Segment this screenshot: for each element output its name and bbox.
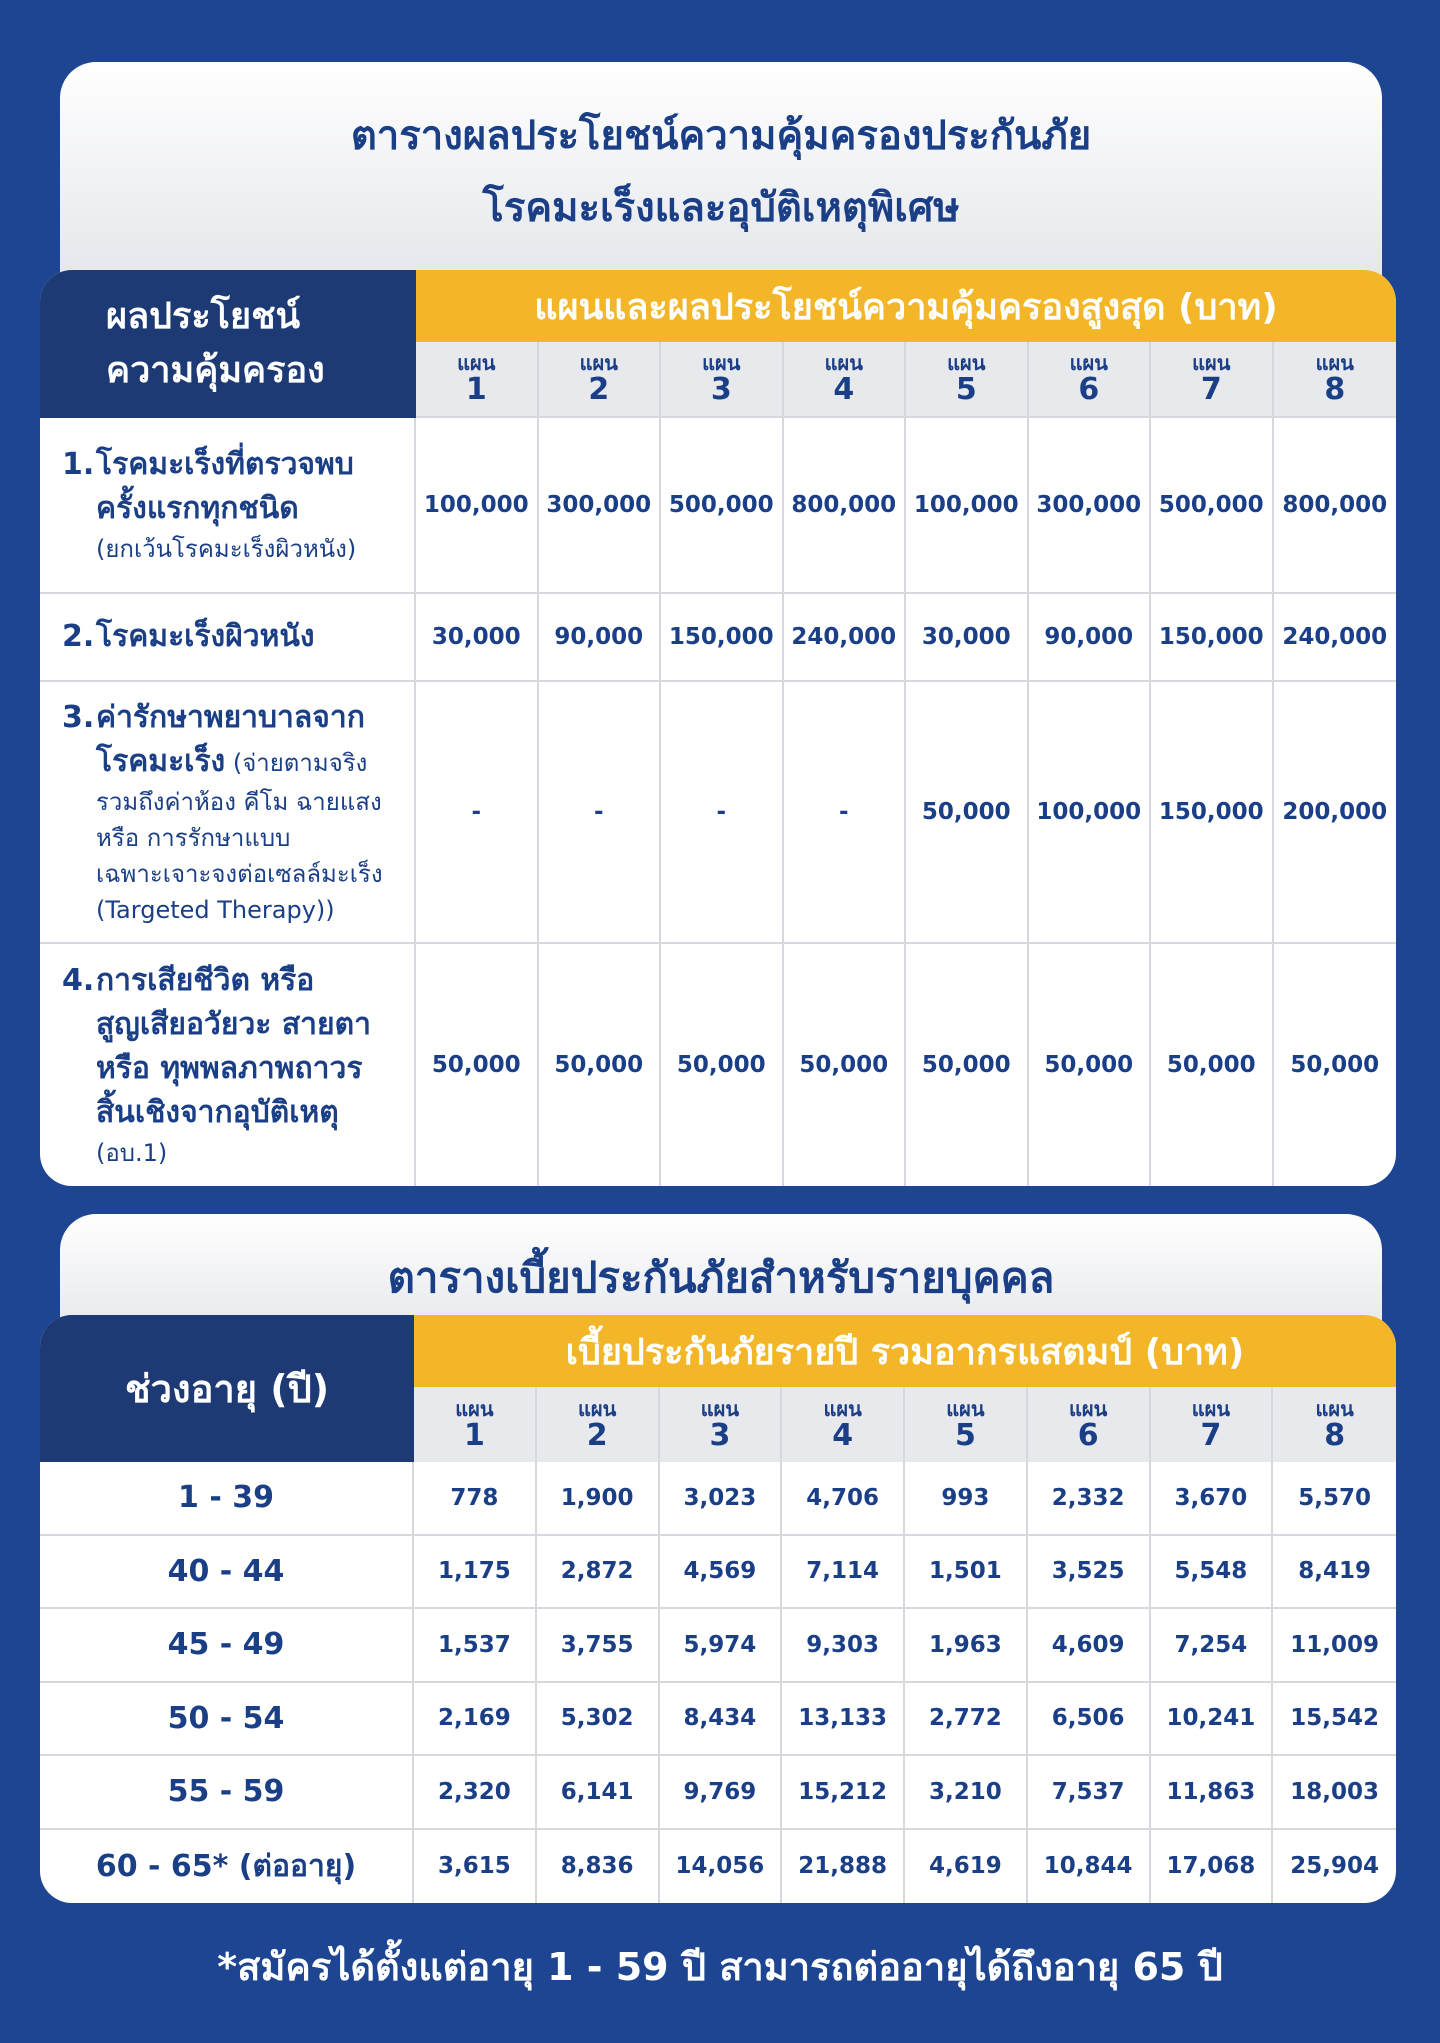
value-cell: 50,000 — [906, 682, 1029, 944]
coverage-title-line-2: โรคมะเร็งและอุบัติเหตุพิเศษ — [482, 185, 960, 231]
age-range-cell: 40 - 44 — [40, 1536, 414, 1610]
plan-header-6 — [1029, 342, 1152, 418]
premium-value-cell: 10,844 — [1028, 1830, 1151, 1904]
benefit-cell-1 — [40, 418, 416, 594]
plan-header-7 — [1151, 342, 1274, 418]
age-range-cell: 45 - 49 — [40, 1609, 414, 1683]
premium-value-cell: 18,003 — [1273, 1756, 1396, 1830]
value-cell: 100,000 — [416, 418, 539, 594]
plan-number: 8 — [1324, 372, 1346, 407]
benefit-title: โรคมะเร็งผิวหนัง — [96, 619, 315, 654]
value-cell: 300,000 — [539, 418, 662, 594]
premium-title: ตารางเบี้ยประกันภัยสำหรับรายบุคคล — [387, 1253, 1055, 1302]
plan-word: แผน — [1068, 1396, 1108, 1421]
benefit-number: 4. — [62, 963, 95, 998]
benefit-note: (อบ.1) — [96, 1139, 168, 1167]
benefit-note: (จ่ายตามจริง — [232, 749, 368, 777]
premium-value-cell: 3,615 — [414, 1830, 537, 1904]
premium-value-cell: 5,302 — [537, 1683, 660, 1757]
age-range-cell: 60 - 65* (ต่ออายุ) — [40, 1830, 414, 1904]
premium-value-cell: 6,506 — [1028, 1683, 1151, 1757]
premium-row — [40, 1830, 1396, 1904]
coverage-header-left-line-1: ผลประโยชน์ — [106, 296, 301, 337]
value-cell: 150,000 — [1151, 682, 1274, 944]
plan-word: แผน — [457, 351, 496, 375]
plan-number: 2 — [586, 1417, 608, 1453]
value-cell: 30,000 — [416, 594, 539, 682]
premium-value-cell: 7,114 — [782, 1536, 905, 1610]
premium-value-cell: 3,525 — [1028, 1536, 1151, 1610]
premium-value-cell: 11,009 — [1273, 1609, 1396, 1683]
plan-number: 1 — [465, 372, 487, 407]
premium-value-cell: 3,210 — [905, 1756, 1028, 1830]
benefit-note: เฉพาะเจาะจงต่อเซลล์มะเร็ง — [96, 860, 383, 888]
plan-word: แผน — [947, 351, 986, 375]
plan-number: 7 — [1200, 1417, 1222, 1453]
value-cell: 50,000 — [1290, 1052, 1380, 1078]
plan-number: 6 — [1077, 1417, 1099, 1453]
premium-value-cell: 8,836 — [537, 1830, 660, 1904]
value-cell: 240,000 — [784, 594, 907, 682]
benefit-note: รวมถึงค่าห้อง คีโม ฉายแสง — [96, 788, 382, 816]
value-cell: 240,000 — [1274, 594, 1397, 682]
benefit-cell-3 — [40, 682, 416, 944]
plan-header-5 — [905, 1387, 1028, 1462]
benefit-note: (Targeted Therapy)) — [96, 896, 335, 924]
coverage-table — [40, 270, 1396, 1186]
premium-value-cell: 2,332 — [1028, 1462, 1151, 1536]
premium-row — [40, 1756, 1396, 1830]
coverage-row-2 — [40, 594, 1396, 682]
premium-value-cell: 15,542 — [1273, 1683, 1396, 1757]
premium-value-cell: 9,769 — [660, 1756, 783, 1830]
plan-number: 4 — [833, 372, 855, 407]
premium-value-cell: 25,904 — [1290, 1853, 1379, 1880]
plan-header-2 — [539, 342, 662, 418]
value-cell: 50,000 — [539, 944, 662, 1186]
value-cell: 50,000 — [906, 944, 1029, 1186]
benefit-cell-4 — [40, 944, 416, 1186]
value-cell: 800,000 — [1274, 418, 1397, 594]
premium-value-cell: 13,133 — [782, 1683, 905, 1757]
value-cell: 50,000 — [784, 944, 907, 1186]
plan-header-3 — [660, 1387, 783, 1462]
value-cell: 150,000 — [661, 594, 784, 682]
value-cell: 50,000 — [661, 944, 784, 1186]
plan-word: แผน — [700, 1396, 740, 1421]
premium-row — [40, 1609, 1396, 1683]
plan-header-8 — [1274, 342, 1397, 418]
age-range-cell: 1 - 39 — [40, 1462, 414, 1536]
value-cell: - — [784, 682, 907, 944]
value-cell: 100,000 — [1029, 682, 1152, 944]
premium-value-cell: 993 — [905, 1462, 1028, 1536]
benefit-title: สิ้นเชิงจากอุบัติเหตุ — [96, 1095, 339, 1130]
premium-value-cell: 1,501 — [905, 1536, 1028, 1610]
plan-number: 1 — [463, 1417, 485, 1453]
plan-header-8 — [1273, 1387, 1396, 1462]
plan-word: แผน — [577, 1396, 617, 1421]
premium-value-cell: 3,670 — [1151, 1462, 1274, 1536]
premium-value-cell: 4,609 — [1028, 1609, 1151, 1683]
premium-value-cell: 1,537 — [414, 1609, 537, 1683]
premium-table — [40, 1315, 1396, 1903]
premium-value-cell: 10,241 — [1151, 1683, 1274, 1757]
value-cell: - — [661, 682, 784, 944]
plan-word: แผน — [455, 1396, 494, 1421]
value-cell: 50,000 — [1151, 944, 1274, 1186]
plan-number: 6 — [1078, 372, 1100, 407]
premium-value-cell: 2,872 — [537, 1536, 660, 1610]
premium-value-cell: 4,619 — [905, 1830, 1028, 1904]
coverage-header-left-line-2: ความคุ้มครอง — [106, 350, 325, 391]
value-cell: 30,000 — [906, 594, 1029, 682]
value-cell: - — [416, 682, 539, 944]
premium-value-cell: 1,175 — [414, 1536, 537, 1610]
premium-row — [40, 1462, 1396, 1536]
plan-number: 7 — [1200, 372, 1222, 407]
premium-value-cell: 3,023 — [660, 1462, 783, 1536]
benefit-title: ครั้งแรกทุกชนิด — [96, 491, 299, 526]
premium-value-cell: 8,434 — [660, 1683, 783, 1757]
plan-word: แผน — [1192, 351, 1231, 375]
coverage-header-right: แผนและผลประโยชน์ความคุ้มครองสูงสุด (บาท) — [416, 270, 1396, 342]
plan-header-5 — [906, 342, 1029, 418]
plan-header-1 — [416, 342, 539, 418]
benefit-number: 3. — [62, 700, 95, 735]
plan-word: แผน — [702, 351, 741, 375]
plan-header-7 — [1151, 1387, 1274, 1462]
premium-value-cell: 17,068 — [1151, 1830, 1274, 1904]
value-cell: - — [539, 682, 662, 944]
premium-value-cell: 5,548 — [1151, 1536, 1274, 1610]
premium-value-cell: 21,888 — [782, 1830, 905, 1904]
plan-word: แผน — [1315, 1396, 1354, 1421]
plan-word: แผน — [823, 1396, 862, 1421]
premium-value-cell: 6,141 — [537, 1756, 660, 1830]
plan-number: 4 — [832, 1417, 854, 1453]
premium-value-cell: 2,772 — [905, 1683, 1028, 1757]
coverage-row-1 — [40, 418, 1396, 594]
plan-word: แผน — [824, 351, 863, 375]
value-cell: 90,000 — [1029, 594, 1152, 682]
premium-value-cell: 2,320 — [414, 1756, 537, 1830]
value-cell: 50,000 — [1029, 944, 1152, 1186]
premium-value-cell: 2,169 — [414, 1683, 537, 1757]
premium-value-cell: 5,974 — [660, 1609, 783, 1683]
premium-value-cell: 5,570 — [1273, 1462, 1396, 1536]
coverage-row-4 — [40, 944, 1396, 1186]
premium-row — [40, 1683, 1396, 1757]
premium-value-cell: 9,303 — [782, 1609, 905, 1683]
premium-value-cell: 1,900 — [537, 1462, 660, 1536]
coverage-title-line-1: ตารางผลประโยชน์ความคุ้มครองประกันภัย — [350, 113, 1092, 159]
benefit-title: สูญเสียอวัยวะ สายตา — [96, 1007, 371, 1042]
benefit-title: การเสียชีวิต หรือ — [96, 963, 315, 998]
plan-header-2 — [537, 1387, 660, 1462]
benefit-title: โรคมะเร็ง — [96, 744, 226, 779]
benefit-title: โรคมะเร็งที่ตรวจพบ — [96, 447, 354, 482]
plan-number: 5 — [954, 1417, 976, 1453]
coverage-header-left — [40, 270, 416, 418]
premium-value-cell: 8,419 — [1273, 1536, 1396, 1610]
premium-value-cell: 1,963 — [905, 1609, 1028, 1683]
premium-value-cell: 4,706 — [782, 1462, 905, 1536]
value-cell: 200,000 — [1274, 682, 1397, 944]
premium-value-cell: 11,863 — [1151, 1756, 1274, 1830]
plan-number: 8 — [1324, 1417, 1346, 1453]
premium-value-cell: 7,254 — [1151, 1609, 1274, 1683]
value-cell: 50,000 — [416, 944, 539, 1186]
benefit-title: ค่ารักษาพยาบาลจาก — [96, 700, 365, 735]
coverage-row-3 — [40, 682, 1396, 944]
premium-value-cell: 7,537 — [1028, 1756, 1151, 1830]
plan-number: 2 — [588, 372, 610, 407]
value-cell: 500,000 — [1151, 418, 1274, 594]
value-cell: 500,000 — [661, 418, 784, 594]
premium-row — [40, 1536, 1396, 1610]
plan-number: 3 — [710, 372, 732, 407]
value-cell: 100,000 — [906, 418, 1029, 594]
premium-value-cell: 14,056 — [660, 1830, 783, 1904]
plan-number: 5 — [955, 372, 977, 407]
value-cell: 300,000 — [1029, 418, 1152, 594]
age-range-cell: 55 - 59 — [40, 1756, 414, 1830]
plan-word: แผน — [946, 1396, 985, 1421]
plan-header-1 — [414, 1387, 537, 1462]
plan-number: 3 — [709, 1417, 731, 1453]
benefit-title: หรือ ทุพพลภาพถาวร — [96, 1051, 363, 1086]
premium-body — [40, 1462, 1396, 1903]
premium-value-cell: 15,212 — [782, 1756, 905, 1830]
plan-header-4 — [782, 1387, 905, 1462]
plan-word: แผน — [1069, 351, 1108, 375]
premium-value-cell: 3,755 — [537, 1609, 660, 1683]
footnote: *สมัครได้ตั้งแต่อายุ 1 - 59 ปี สามารถต่ออายุได้ถึงอายุ 65 ปี — [217, 1945, 1223, 1989]
premium-value-cell: 4,569 — [660, 1536, 783, 1610]
plan-header-6 — [1028, 1387, 1151, 1462]
benefit-number: 1. — [62, 447, 95, 482]
plan-word: แผน — [1191, 1396, 1231, 1421]
premium-header-left: ช่วงอายุ (ปี) — [40, 1315, 414, 1462]
benefit-number: 2. — [62, 619, 95, 654]
plan-word: แผน — [1315, 351, 1354, 375]
benefit-note: หรือ การรักษาแบบ — [96, 824, 291, 852]
value-cell: 90,000 — [539, 594, 662, 682]
plan-header-3 — [661, 342, 784, 418]
coverage-title-card — [60, 62, 1382, 292]
value-cell: 150,000 — [1151, 594, 1274, 682]
premium-header-right: เบี้ยประกันภัยรายปี รวมอากรแสตมป์ (บาท) — [414, 1315, 1396, 1387]
plan-header-4 — [784, 342, 907, 418]
premium-value-cell: 778 — [414, 1462, 537, 1536]
plan-word: แผน — [579, 351, 618, 375]
age-range-cell: 50 - 54 — [40, 1683, 414, 1757]
benefit-cell-2 — [40, 594, 416, 682]
benefit-note: (ยกเว้นโรคมะเร็งผิวหนัง) — [96, 535, 357, 563]
coverage-title — [60, 62, 1382, 244]
value-cell: 800,000 — [784, 418, 907, 594]
